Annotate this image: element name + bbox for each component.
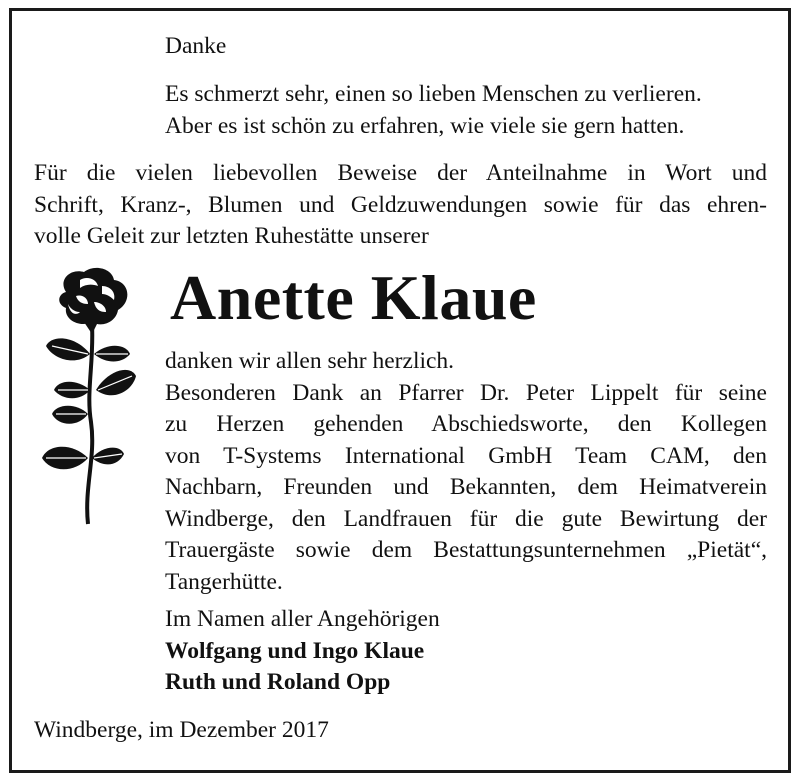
thanks-line: Nachbarn, Freunden und Bekannten, dem Heimatverein bbox=[165, 474, 767, 500]
signer-name: Wolfgang und Ingo Klaue bbox=[165, 638, 425, 664]
opening-text: Danke bbox=[165, 33, 227, 59]
thanks-paragraph bbox=[165, 346, 767, 598]
deceased-name: Anette Klaue bbox=[170, 262, 537, 333]
intro-line: Für die vielen liebevollen Beweise der Anteilnahme in Wort und bbox=[34, 160, 767, 186]
thanks-line: zu Herzen gehenden Abschiedsworte, den Kollegen bbox=[165, 411, 767, 437]
thanks-line: Windberge, den Landfrauen für die gute Bewirtung der bbox=[165, 505, 767, 532]
signer-name: Ruth und Roland Opp bbox=[165, 669, 391, 695]
rose-icon bbox=[36, 262, 146, 530]
quote-line: Aber es ist schön zu erfahren, wie viele sie gern hatten. bbox=[165, 112, 685, 139]
place-date: Windberge, im Dezember 2017 bbox=[34, 717, 329, 743]
thanks-line: Trauergäste sowie dem Bestattungsunternehmen „Pietät“, bbox=[165, 537, 767, 563]
signoff-label: Im Namen aller Angehörigen bbox=[165, 606, 440, 632]
thanks-line: von T-Systems International GmbH Team CAM, den bbox=[165, 442, 767, 469]
intro-line: volle Geleit zur letzten Ruhestätte unserer bbox=[34, 223, 429, 249]
thanks-line: Besonderen Dank an Pfarrer Dr. Peter Lippelt für seine bbox=[165, 379, 767, 406]
intro-paragraph bbox=[34, 158, 767, 253]
quote-line: Es schmerzt sehr, einen so lieben Menschen zu verlieren. bbox=[165, 81, 702, 107]
intro-line: Schrift, Kranz-, Blumen und Geldzuwendungen sowie für das ehren- bbox=[34, 191, 767, 218]
quote bbox=[165, 79, 757, 142]
thanks-line: Tangerhütte. bbox=[165, 568, 283, 595]
thanks-line: danken wir allen sehr herzlich. bbox=[165, 348, 455, 374]
